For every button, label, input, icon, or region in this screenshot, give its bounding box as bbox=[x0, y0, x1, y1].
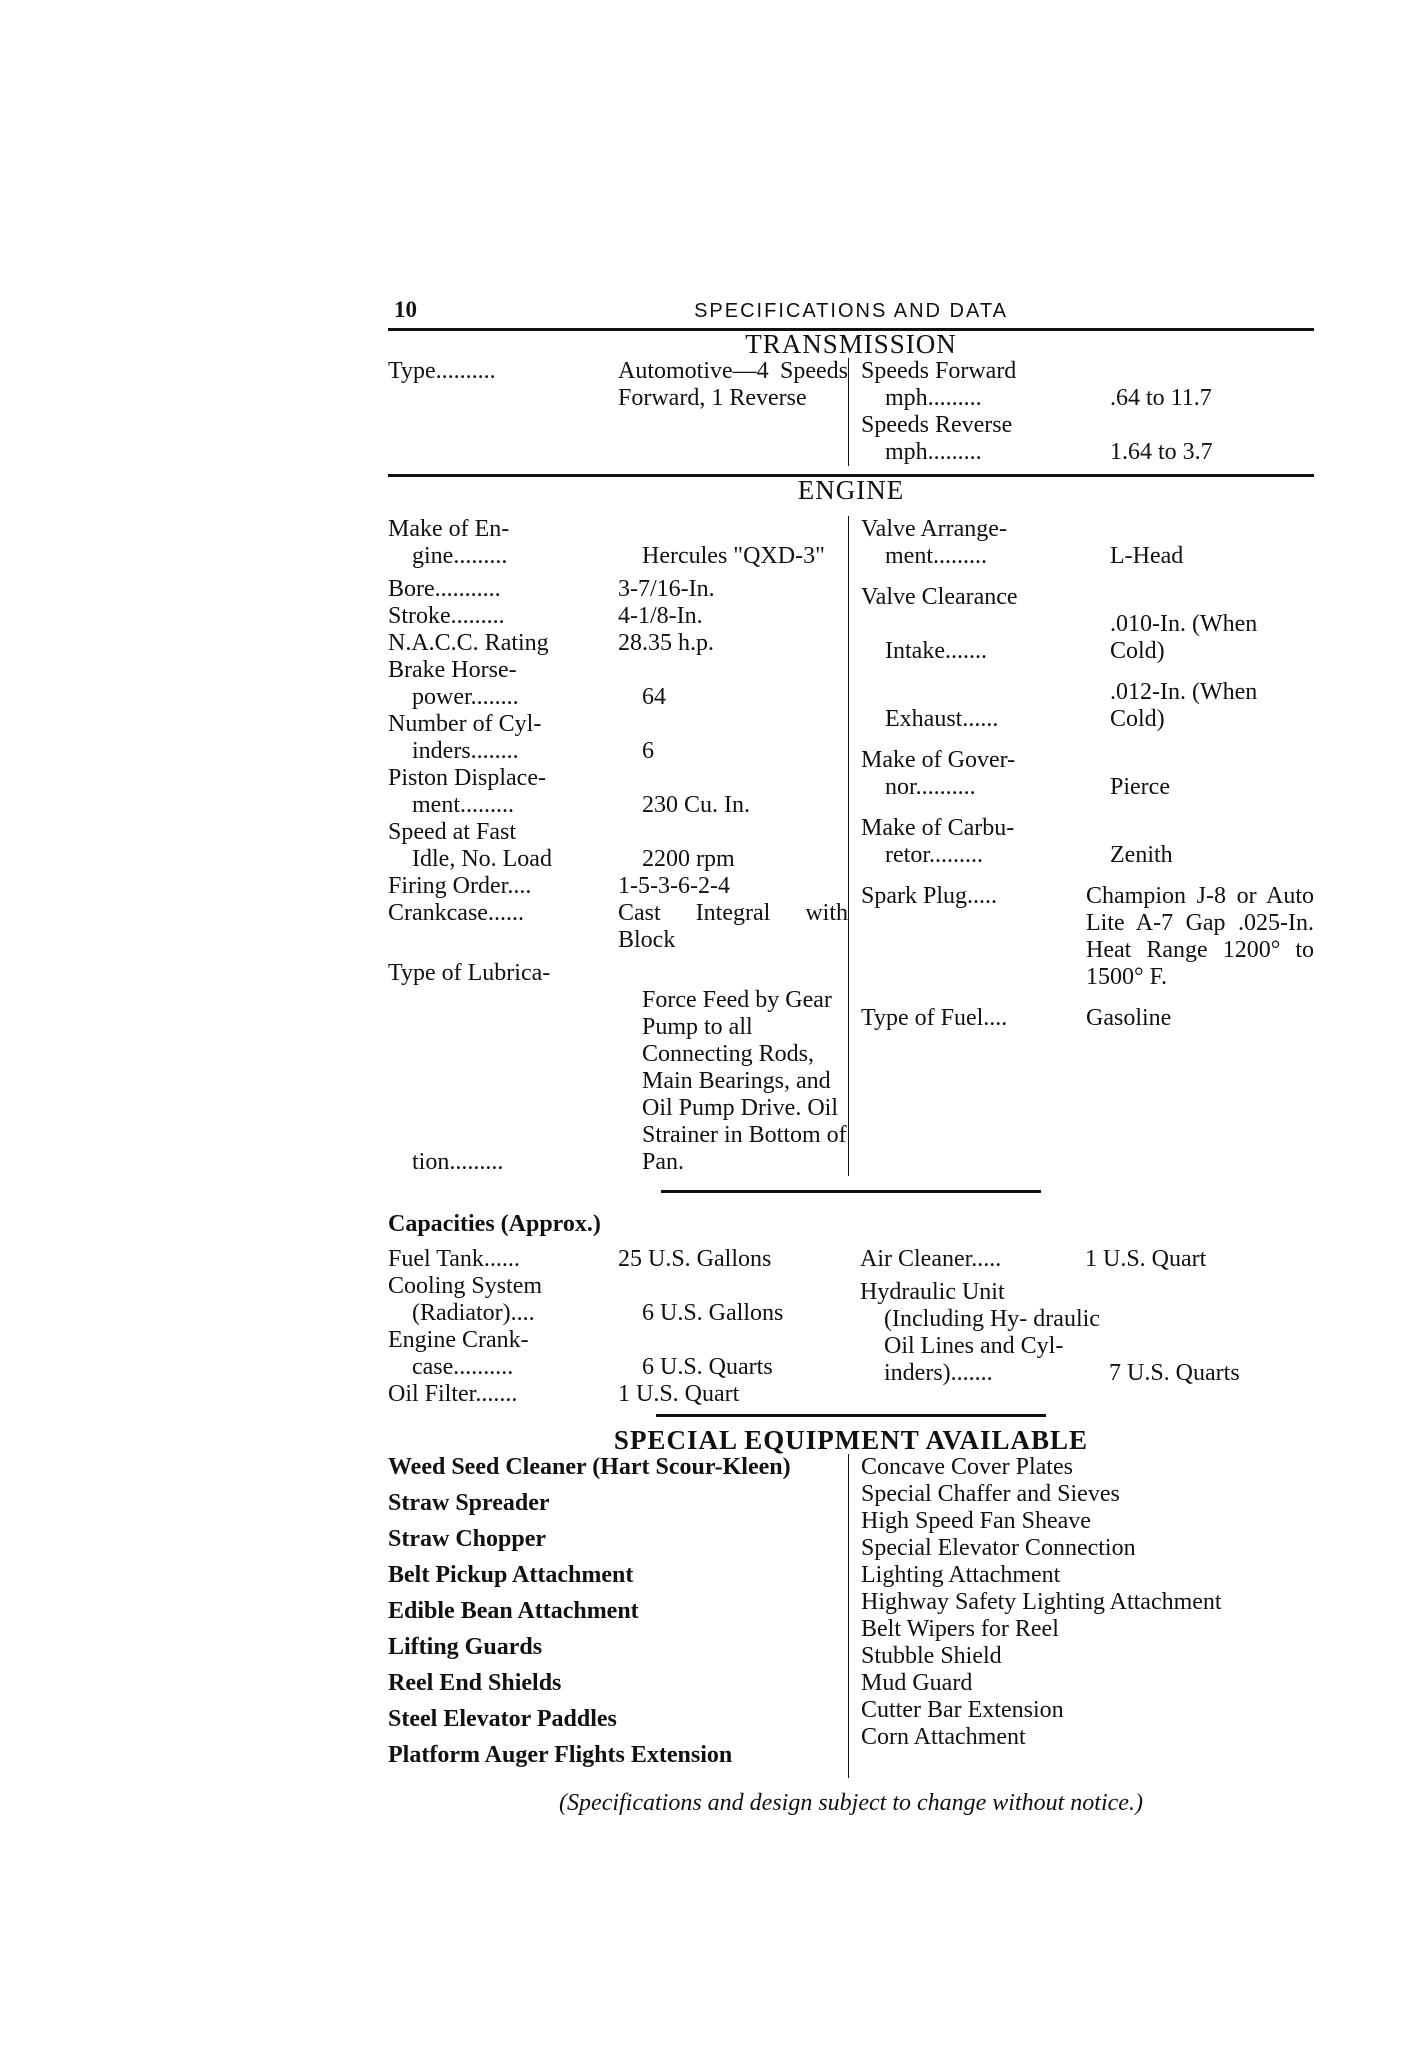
spec-row bbox=[388, 516, 848, 570]
spec-value: Gasoline bbox=[1086, 1005, 1172, 1031]
spec-value: 25 U.S. Gallons bbox=[618, 1246, 772, 1272]
spec-row bbox=[860, 1246, 1314, 1273]
spec-label: nor.......... bbox=[885, 774, 976, 800]
spec-value: 64 bbox=[642, 684, 666, 710]
spec-label: Firing Order.... bbox=[388, 873, 532, 899]
equipment-item: Concave Cover Plates bbox=[861, 1454, 1073, 1480]
spec-label: Exhaust...... bbox=[885, 706, 999, 732]
spec-row bbox=[861, 439, 1314, 466]
spec-value: .012-In. (When Cold) bbox=[1110, 679, 1258, 732]
spec-row bbox=[861, 584, 1314, 665]
spec-label: mph......... bbox=[885, 385, 982, 411]
spec-row bbox=[388, 358, 848, 412]
spec-label: Oil Filter....... bbox=[388, 1381, 518, 1407]
spec-value: .64 to 11.7 bbox=[1110, 385, 1212, 411]
spec-value: Zenith bbox=[1110, 842, 1173, 868]
spec-label: Brake Horse- bbox=[388, 657, 517, 683]
spec-label: mph......... bbox=[885, 439, 982, 465]
spec-label: Crankcase...... bbox=[388, 900, 524, 926]
spec-row bbox=[861, 747, 1314, 801]
spec-label: Air Cleaner..... bbox=[860, 1246, 1002, 1272]
spec-label: Speeds Forward bbox=[861, 358, 1017, 384]
spec-label: Valve Arrange- bbox=[861, 516, 1007, 542]
spec-value: Automotive—4 Speeds Forward, 1 Reverse bbox=[618, 358, 848, 411]
spec-row bbox=[388, 630, 848, 657]
spec-row bbox=[388, 657, 848, 711]
equipment-item: Stubble Shield bbox=[861, 1643, 1002, 1669]
running-title: SPECIFICATIONS AND DATA bbox=[694, 300, 1008, 322]
special-equipment-heading: SPECIAL EQUIPMENT AVAILABLE bbox=[613, 1425, 1089, 1455]
spec-row bbox=[388, 603, 848, 630]
spec-row bbox=[861, 679, 1314, 733]
equipment-item: Special Chaffer and Sieves bbox=[861, 1481, 1120, 1507]
page-number: 10 bbox=[394, 297, 417, 322]
equipment-item: Edible Bean Attachment bbox=[388, 1598, 639, 1624]
equipment-item: Lifting Guards bbox=[388, 1634, 543, 1660]
spec-row bbox=[388, 1327, 848, 1381]
spec-label: Engine Crank- bbox=[388, 1327, 529, 1353]
spec-value: 1 U.S. Quart bbox=[618, 1381, 740, 1407]
spec-label: Type.......... bbox=[388, 358, 496, 384]
spec-value: Force Feed by Gear Pump to all Connecting Rods, Main Bearings, and Oil Pump Drive. Oil Strainer in Bottom of Pan. bbox=[642, 987, 847, 1175]
spec-row bbox=[388, 1381, 848, 1408]
transmission-table bbox=[388, 358, 1314, 466]
special-equipment-list bbox=[388, 1454, 1314, 1778]
equipment-item: Special Elevator Connection bbox=[861, 1535, 1136, 1561]
equipment-item: Platform Auger Flights Extension bbox=[388, 1742, 733, 1768]
spec-label: Idle, No. Load bbox=[412, 846, 552, 872]
spec-label: Valve Clearance bbox=[861, 584, 1018, 610]
spec-label: Hydraulic Unit bbox=[860, 1279, 1005, 1305]
spec-label: ment......... bbox=[412, 792, 514, 818]
spec-row bbox=[861, 815, 1314, 869]
spec-value: Pierce bbox=[1110, 774, 1170, 800]
spec-row bbox=[861, 883, 1314, 991]
spec-label: Cooling System bbox=[388, 1273, 543, 1299]
equipment-item: Belt Wipers for Reel bbox=[861, 1616, 1059, 1642]
engine-heading: ENGINE bbox=[797, 475, 905, 505]
spec-label: Spark Plug..... bbox=[861, 883, 998, 909]
spec-label: Intake....... bbox=[885, 638, 987, 664]
section-divider bbox=[656, 1414, 1046, 1417]
spec-label: ment......... bbox=[885, 543, 987, 569]
spec-label: Type of Lubrica- bbox=[388, 960, 551, 986]
spec-label: Make of En- bbox=[388, 516, 510, 542]
spec-value: 6 U.S. Quarts bbox=[642, 1354, 773, 1380]
equipment-item: Reel End Shields bbox=[388, 1670, 562, 1696]
spec-value: 1 U.S. Quart bbox=[1085, 1246, 1207, 1272]
equipment-item: Mud Guard bbox=[861, 1670, 973, 1696]
spec-row bbox=[388, 1246, 848, 1273]
spec-value: .010-In. (When Cold) bbox=[1110, 611, 1258, 664]
spec-row bbox=[388, 900, 848, 954]
equipment-item: Cutter Bar Extension bbox=[861, 1697, 1064, 1723]
spec-label: Number of Cyl- bbox=[388, 711, 542, 737]
equipment-item: Highway Safety Lighting Attachment bbox=[861, 1589, 1222, 1615]
spec-value: 4-1/8-In. bbox=[618, 603, 703, 629]
spec-value: 28.35 h.p. bbox=[618, 630, 714, 656]
equipment-item: Belt Pickup Attachment bbox=[388, 1562, 634, 1588]
engine-table bbox=[388, 516, 1314, 1176]
spec-value: 1-5-3-6-2-4 bbox=[618, 873, 730, 899]
transmission-heading: TRANSMISSION bbox=[745, 329, 957, 359]
capacities-heading: Capacities (Approx.) bbox=[388, 1211, 601, 1237]
spec-page bbox=[388, 296, 1314, 1817]
spec-value: 1.64 to 3.7 bbox=[1110, 439, 1213, 465]
spec-label: inders........ bbox=[412, 738, 519, 764]
spec-value: Hercules "QXD-3" bbox=[642, 543, 825, 569]
spec-value: 230 Cu. In. bbox=[642, 792, 750, 818]
spec-row bbox=[388, 765, 848, 819]
equipment-item: Corn Attachment bbox=[861, 1724, 1026, 1750]
equipment-item: Weed Seed Cleaner (Hart Scour-Kleen) bbox=[388, 1454, 791, 1480]
spec-row bbox=[388, 819, 848, 873]
spec-label: Type of Fuel.... bbox=[861, 1005, 1008, 1031]
spec-value: 7 U.S. Quarts bbox=[1109, 1360, 1240, 1386]
equipment-item: High Speed Fan Sheave bbox=[861, 1508, 1091, 1534]
spec-label: case.......... bbox=[412, 1354, 514, 1380]
equipment-item: Straw Spreader bbox=[388, 1490, 550, 1516]
capacities-table bbox=[388, 1246, 1314, 1408]
spec-label: tion......... bbox=[412, 1149, 504, 1175]
spec-value: 6 U.S. Gallons bbox=[642, 1300, 784, 1326]
section-divider bbox=[661, 1190, 1041, 1193]
spec-label: N.A.C.C. Rating bbox=[388, 630, 549, 656]
spec-label: Bore........... bbox=[388, 576, 501, 602]
spec-row bbox=[388, 1273, 848, 1327]
spec-label: Make of Gover- bbox=[861, 747, 1016, 773]
spec-label: (Radiator).... bbox=[412, 1300, 535, 1326]
spec-label: Make of Carbu- bbox=[861, 815, 1015, 841]
spec-value: 6 bbox=[642, 738, 654, 764]
spec-row bbox=[388, 576, 848, 603]
spec-row bbox=[388, 960, 848, 1176]
spec-label: gine......... bbox=[412, 543, 508, 569]
spec-value: 3-7/16-In. bbox=[618, 576, 715, 602]
spec-label: power........ bbox=[412, 684, 519, 710]
spec-label: Speeds Reverse bbox=[861, 412, 1013, 438]
spec-row bbox=[861, 1005, 1314, 1032]
spec-row bbox=[388, 711, 848, 765]
spec-label: (Including Hy- draulic Oil Lines and Cyl- inders)....... bbox=[884, 1306, 1100, 1386]
equipment-item: Straw Chopper bbox=[388, 1526, 547, 1552]
equipment-item: Steel Elevator Paddles bbox=[388, 1706, 617, 1732]
spec-label: Piston Displace- bbox=[388, 765, 546, 791]
spec-label: Stroke......... bbox=[388, 603, 505, 629]
spec-label: Fuel Tank...... bbox=[388, 1246, 520, 1272]
spec-value: Cast Integral with Block bbox=[618, 900, 848, 953]
spec-row bbox=[861, 516, 1314, 570]
spec-value: 2200 rpm bbox=[642, 846, 735, 872]
spec-label: Speed at Fast bbox=[388, 819, 516, 845]
spec-row bbox=[860, 1279, 1314, 1387]
spec-value: L-Head bbox=[1110, 543, 1184, 569]
page-header bbox=[388, 296, 1314, 331]
equipment-item: Lighting Attachment bbox=[861, 1562, 1061, 1588]
spec-value: Champion J-8 or Auto Lite A-7 Gap .025-In. Heat Range 1200° to 1500° F. bbox=[1086, 883, 1314, 990]
spec-row bbox=[388, 873, 848, 900]
spec-row bbox=[861, 385, 1314, 412]
footnote: (Specifications and design subject to change without notice.) bbox=[559, 1790, 1143, 1816]
spec-label: retor......... bbox=[885, 842, 983, 868]
